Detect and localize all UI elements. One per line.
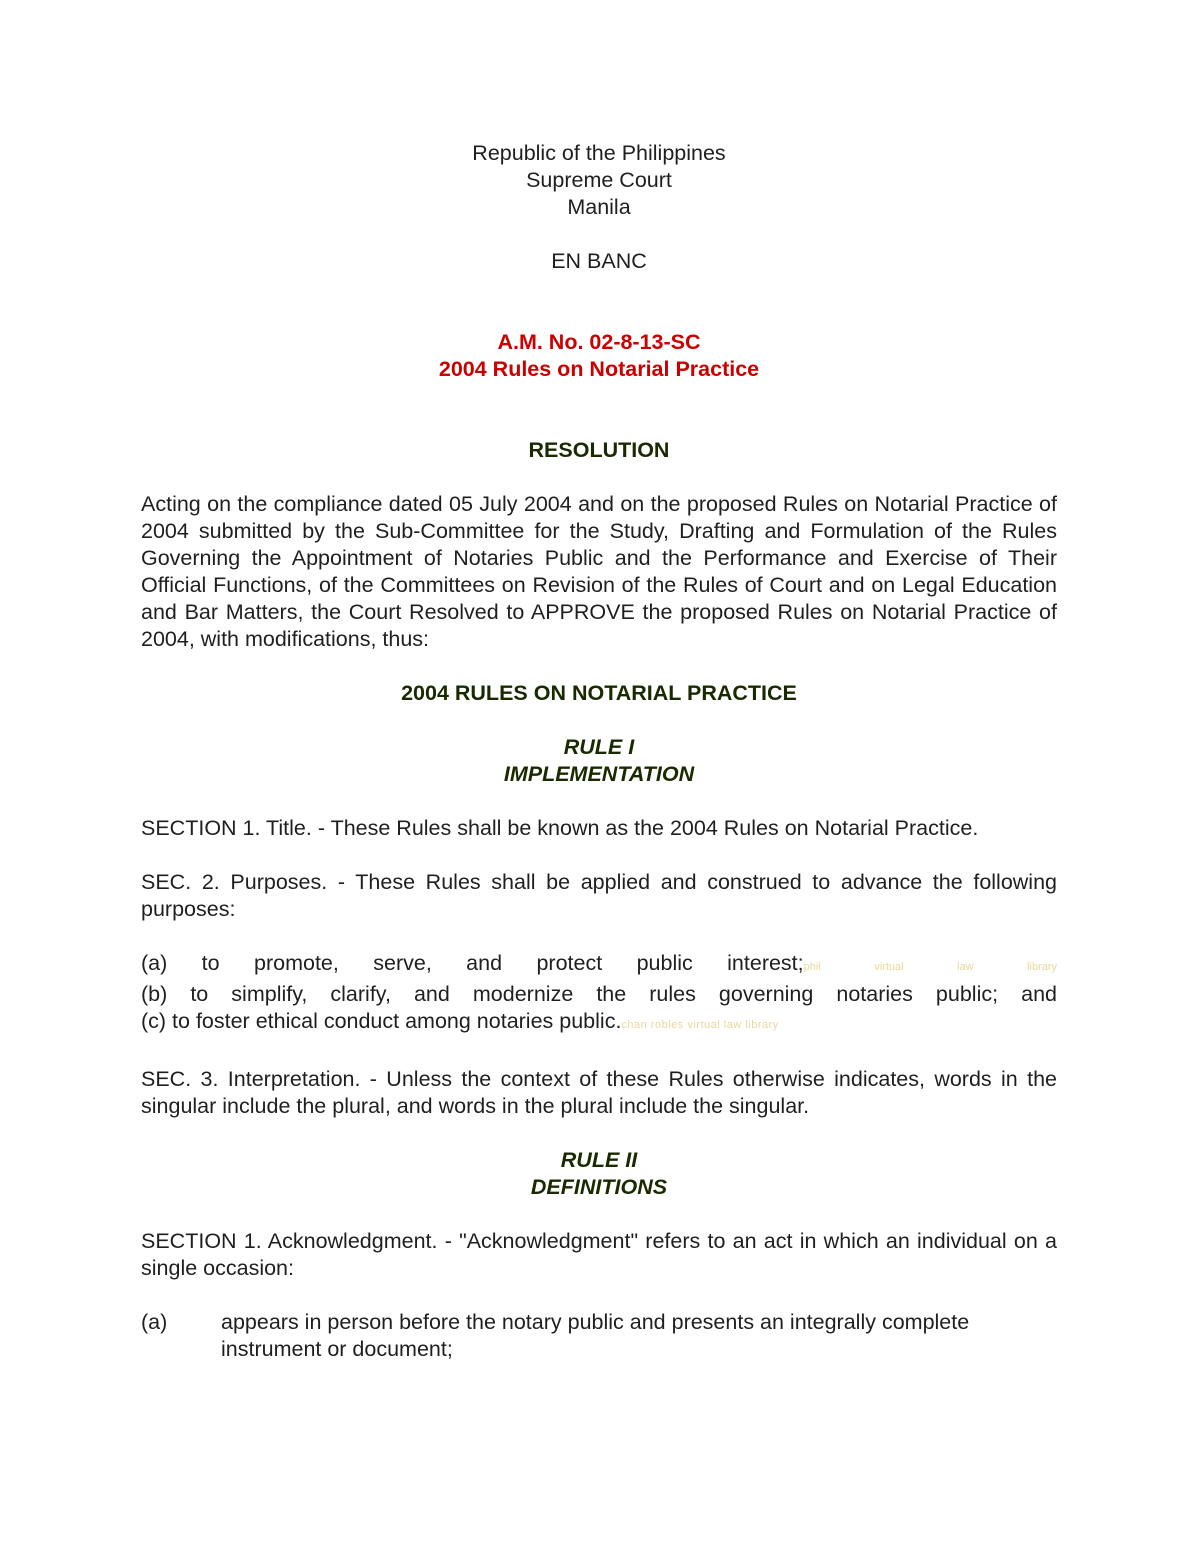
list-item [141,1309,1057,1363]
resolution-heading: RESOLUTION [528,438,670,462]
purpose-c [141,1008,1057,1039]
rule-1-section-2: SEC. 2. Purposes. - These Rules shall be applied and construed to advance the following purposes: [141,870,1057,921]
rule-1-heading [141,734,1057,788]
case-caption [141,329,1057,383]
header-division: EN BANC [551,249,647,273]
purpose-a [141,950,1057,981]
header-country: Republic of the Philippines [472,141,726,165]
rules-heading: 2004 RULES ON NOTARIAL PRACTICE [401,681,797,705]
rule-1-number: RULE I [563,735,635,759]
rule-2-heading [141,1147,1057,1201]
resolution-body: Acting on the compliance dated 05 July 2004 and on the proposed Rules on Notarial Practice of 2004 submitted by the Sub-Committee for the Study, Drafting and Formulation of the Rules Governing the Appointment of Notaries Public and the Performance and Exercise of Their Official Functions, of the Committees on Revision of the Rules of Court and on Legal Education and Bar Matters, the Court Resolved to APPROVE the proposed Rules on Notarial Practice of 2004, with modifications, thus: [141,492,1057,651]
header-city: Manila [567,195,631,219]
purpose-b: (b) to simplify, clarify, and modernize the rules governing notaries public; and [141,982,1057,1006]
watermark-text: chan robles virtual law library [621,1019,779,1031]
purpose-c-text: (c) to foster ethical conduct among notaries public. [141,1009,622,1033]
purpose-a-text: (a) to promote, serve, and protect public interest; [141,951,804,975]
rule-1-section-3: SEC. 3. Interpretation. - Unless the context of these Rules otherwise indicates, words in the singular include the plural, and words in the plural include the singular. [141,1067,1057,1118]
rule-1-section-1: SECTION 1. Title. - These Rules shall be known as the 2004 Rules on Notarial Practice. [141,816,979,840]
document-header [141,140,1057,275]
rule-2-title: DEFINITIONS [530,1175,668,1199]
list-item-label: (a) [141,1310,168,1334]
watermark-text: phil virtual law library [803,961,1057,973]
rule-1-title: IMPLEMENTATION [503,762,695,786]
case-number: A.M. No. 02-8-13-SC [497,330,701,354]
header-court: Supreme Court [526,168,672,192]
case-title: 2004 Rules on Notarial Practice [438,357,760,381]
list-item-text: appears in person before the notary public and presents an integrally complete instrument or document; [221,1310,970,1361]
rule-2-number: RULE II [560,1148,638,1172]
document-page [141,140,1057,1363]
rule-2-section-1: SECTION 1. Acknowledgment. - "Acknowledgment" refers to an act in which an individual on a single occasion: [141,1229,1057,1280]
